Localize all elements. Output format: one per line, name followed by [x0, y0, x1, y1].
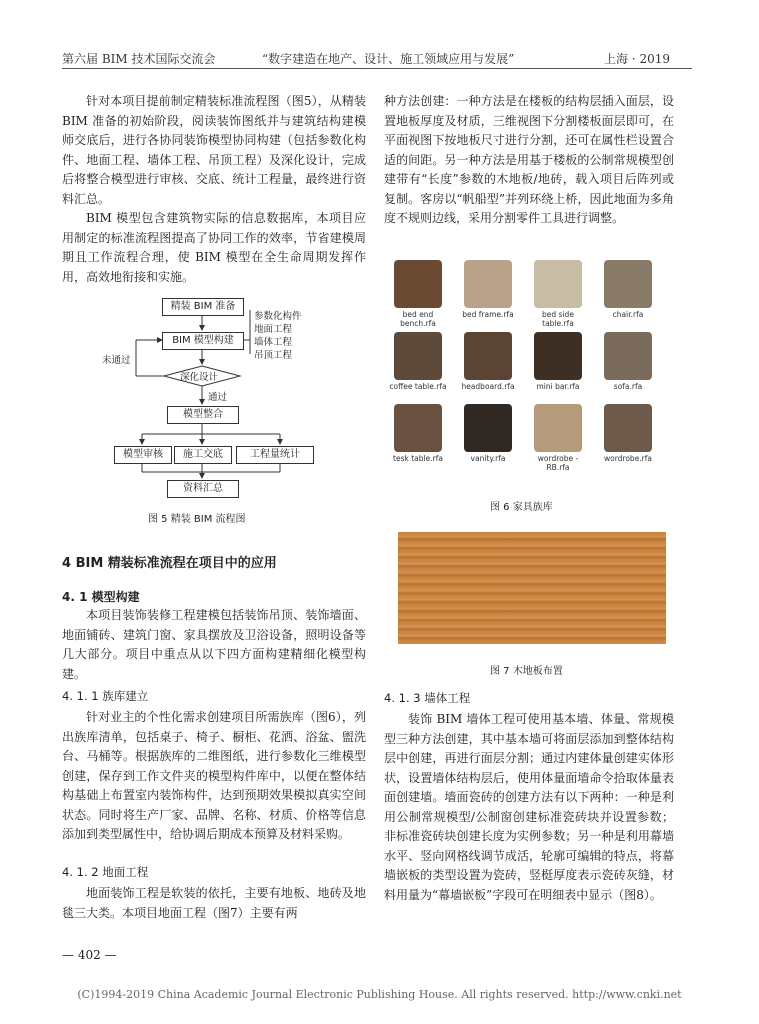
family-library-grid — [384, 256, 662, 472]
flow-deepen-label: 深化设计 — [180, 372, 219, 383]
family-thumbnail — [604, 332, 652, 380]
wood-floor-image — [398, 532, 666, 644]
family-item — [384, 256, 452, 326]
flow-prep-box: 精装 BIM 准备 — [162, 298, 244, 316]
family-label: bed frame.rfa — [462, 310, 514, 319]
family-thumbnail — [534, 260, 582, 308]
section-4-1-text: 本项目装饰装修工程建模包括装饰吊顶、装饰墙面、地面铺砖、建筑门窗、家具摆放及卫浴设备，照明设备等几大部分。项目中重点从以下四方面构建精细化模型构建。 — [62, 608, 366, 681]
flow-component-3: 墙体工程 — [254, 337, 293, 348]
flow-quantity-box: 工程量统计 — [236, 446, 314, 464]
family-thumbnail — [394, 332, 442, 380]
section-4-1-1-title: 4. 1. 1 族库建立 — [62, 689, 149, 703]
fig7-caption: 图 7 木地板布置 — [490, 666, 563, 677]
header-place-year: 上海 · 2019 — [604, 52, 670, 66]
family-item — [384, 400, 452, 470]
flow-review-box: 模型审核 — [114, 446, 172, 464]
family-label: mini bar.rfa — [536, 382, 580, 391]
family-label: vanity.rfa — [470, 454, 506, 463]
family-thumbnail — [604, 260, 652, 308]
fig6-caption: 图 6 家具族库 — [490, 502, 553, 513]
header-conference: 第六届 BIM 技术国际交流会 — [62, 52, 216, 66]
family-label: coffee table.rfa — [389, 382, 447, 391]
family-label: chair.rfa — [612, 310, 644, 319]
family-thumbnail — [534, 332, 582, 380]
header-theme: “数字建造在地产、设计、施工领域应用与发展” — [262, 52, 515, 66]
family-thumbnail — [604, 404, 652, 452]
section-4-1-3-title: 4. 1. 3 墙体工程 — [384, 691, 471, 705]
section-4-1-1-body — [62, 708, 366, 845]
copyright-footer: (C)1994-2019 China Academic Journal Electronic Publishing House. All rights reserved. http://www.cnki.net — [77, 988, 682, 1001]
family-label: bed end bench.rfa — [400, 310, 436, 328]
flowchart-figure — [100, 296, 350, 504]
right-para-1-block — [384, 92, 674, 229]
family-thumbnail — [464, 332, 512, 380]
family-thumbnail — [534, 404, 582, 452]
family-thumbnail — [464, 404, 512, 452]
section-4-1-2-title: 4. 1. 2 地面工程 — [62, 865, 149, 879]
family-item — [594, 256, 662, 326]
family-thumbnail — [394, 260, 442, 308]
family-item — [594, 328, 662, 398]
flow-handover-box: 施工交底 — [174, 446, 232, 464]
section-4-1-3-body — [384, 710, 674, 905]
family-item — [454, 256, 522, 326]
family-item — [384, 328, 452, 398]
section-4-1-1-text: 针对业主的个性化需求创建项目所需族库（图6），列出族库清单，包括桌子、椅子、橱柜、花洒、浴盆、盥洗台、马桶等。根据族库的二维图纸，进行参数化三维模型创建，保存到工作文件夹的模型构件库中，以便在整体结构基础上布置室内装饰构件，达到预期效果模拟真实空间状态。同时将生产厂家、品牌、名称、材质、价格等信息添加到类型属性中，给协调后期成本预算及材料采购。 — [62, 710, 366, 841]
family-item — [594, 400, 662, 470]
family-label: wordrobe - RB.rfa — [537, 454, 579, 472]
family-item — [524, 256, 592, 326]
family-label: wordrobe.rfa — [603, 454, 653, 463]
family-item — [454, 328, 522, 398]
right-para-1: 种方法创建：一种方法是在楼板的结构层插入面层，设置地板厚度及材质，三维视图下分割楼板面层即可，在平面视图下按地板尺寸进行分割，还可在属性栏设置合适的间距。另一种方法是用基于楼板的公制常规模型创建带有“长度”参数的木地板/地砖，载入项目后阵列或复制。客房以“帆船型”并列环绕上桥，因此地面为多角度不规则边线，采用分割零件工具进行调整。 — [384, 94, 674, 225]
family-thumbnail — [394, 404, 442, 452]
flow-component-1: 参数化构件 — [254, 311, 302, 322]
flow-summary-box: 资料汇总 — [167, 480, 239, 498]
family-label: headboard.rfa — [461, 382, 515, 391]
page-number: — 402 — — [62, 948, 117, 962]
section-4-1-2-body — [62, 884, 366, 923]
header-rule — [62, 68, 692, 69]
section-4-1-3-text: 装饰 BIM 墙体工程可使用基本墙、体量、常规模型三种方法创建，其中基本墙可将面层添加到整体结构层中创建，再进行面层分割；通过内建体量创建实体形状，设置墙体结构层后，使用体量面墙命令拾取体量表面创建墙。墙面瓷砖的创建方法有以下两种：一种是利用公制常规模型/公制窗创建标准瓷砖块并设置参数；非标准瓷砖块创建长度为实例参数；另一种是利用幕墙水平、竖向网格线调节成活，轮廓可编辑的特点，将幕墙嵌板的类型设置为瓷砖，竖梃厚度表示瓷砖灰缝，材料用量为“幕墙嵌板”字段可在明细表中显示（图8）。 — [384, 712, 674, 902]
left-intro — [62, 92, 366, 287]
section-4-title: 4 BIM 精装标准流程在项目中的应用 — [62, 556, 277, 571]
flow-component-2: 地面工程 — [254, 324, 293, 335]
section-4-1-body — [62, 606, 366, 684]
flow-build-box: BIM 模型构建 — [162, 332, 244, 350]
flow-fail-label: 未通过 — [102, 355, 131, 366]
left-para-2: BIM 模型包含建筑物实际的信息数据库，本项目应用制定的标准流程图提高了协同工作的效率，节省建模周期且工作流程合理，使 BIM 模型在全生命周期发挥作用，高效地衔接和实施。 — [62, 211, 366, 284]
family-item — [454, 400, 522, 470]
section-4-1-title: 4. 1 模型构建 — [62, 590, 140, 604]
flow-integrate-box: 模型整合 — [167, 406, 239, 424]
flow-component-4: 吊顶工程 — [254, 350, 293, 361]
family-label: tesk table.rfa — [393, 454, 443, 463]
flow-pass-label: 通过 — [208, 392, 228, 403]
family-label: bed side table.rfa — [542, 310, 574, 328]
fig5-caption: 图 5 精装 BIM 流程图 — [148, 514, 246, 525]
left-para-1: 针对本项目提前制定精装标准流程图（图5），从精装 BIM 准备的初始阶段，阅读装饰图纸并与建筑结构建模师交底后，进行各协同装饰模型协同构建（包括参数化构件、地面工程、墙体工程、吊顶工程）及深化设计，完成后将整合模型进行审核、交底、统计工程量，最终进行资料汇总。 — [62, 94, 366, 206]
family-item — [524, 400, 592, 470]
family-thumbnail — [464, 260, 512, 308]
section-4-1-2-text: 地面装饰工程是软装的依托，主要有地板、地砖及地毯三大类。本项目地面工程（图7）主要有两 — [62, 886, 366, 920]
family-label: sofa.rfa — [613, 382, 643, 391]
family-item — [524, 328, 592, 398]
